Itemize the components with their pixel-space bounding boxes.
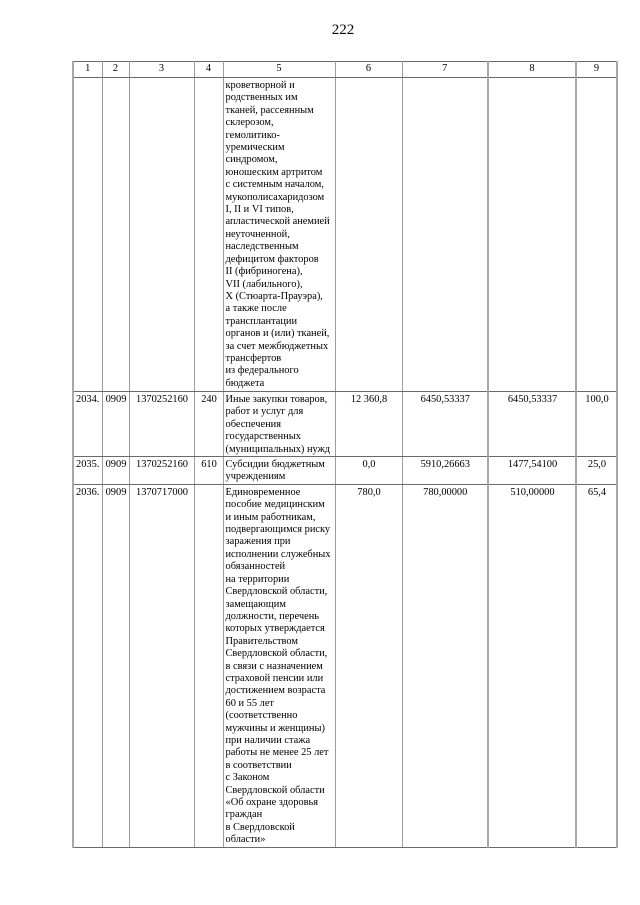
value-cell-6: 12 360,8 [335,392,402,457]
percent-cell [576,78,617,392]
value-cell-6: 0,0 [335,457,402,485]
row-number-cell: 2035. [73,457,102,485]
row-number-cell: 2034. [73,392,102,457]
expense-type-cell [194,484,223,847]
value-cell-7: 5910,26663 [402,457,488,485]
target-code-cell: 1370717000 [129,484,194,847]
section-code-cell: 0909 [102,392,129,457]
target-code-cell [129,78,194,392]
value-cell-6: 780,0 [335,484,402,847]
table-row [73,78,617,392]
column-header: 7 [402,62,488,78]
table-row [73,457,617,485]
percent-cell: 25,0 [576,457,617,485]
value-cell-7: 6450,53337 [402,392,488,457]
expense-type-cell: 240 [194,392,223,457]
target-code-cell: 1370252160 [129,392,194,457]
table-row [73,484,617,847]
target-code-cell: 1370252160 [129,457,194,485]
expense-type-cell [194,78,223,392]
table-row [73,392,617,457]
expense-type-cell: 610 [194,457,223,485]
column-header: 6 [335,62,402,78]
value-cell-7: 780,00000 [402,484,488,847]
page-number: 222 [331,22,355,38]
column-header: 9 [576,62,617,78]
column-header: 5 [223,62,335,78]
value-cell-6 [335,78,402,392]
description-cell: Единовременное пособие медицинским и иным работникам, подвергающимся риску заражения при исполнении служебных обязанностей на территории Свердловской области, замещающим должности, перечень которых утверждается Правительством Свердловской области, в связи с назначением страховой пенсии или достижением возраста 60 и 55 лет (соответственно мужчины и женщины) при наличии стажа работы не менее 25 лет в соответствии с Законом Свердловской области «Об охране здоровья граждан в Свердловской области» [223,484,335,847]
value-cell-8: 6450,53337 [488,392,576,457]
row-number-cell [73,78,102,392]
row-number-cell: 2036. [73,484,102,847]
value-cell-8: 510,00000 [488,484,576,847]
percent-cell: 65,4 [576,484,617,847]
column-header: 2 [102,62,129,78]
section-code-cell: 0909 [102,484,129,847]
table-header-row [73,62,617,78]
section-code-cell [102,78,129,392]
column-header: 4 [194,62,223,78]
percent-cell: 100,0 [576,392,617,457]
value-cell-8 [488,78,576,392]
value-cell-8: 1477,54100 [488,457,576,485]
section-code-cell: 0909 [102,457,129,485]
description-cell: кроветворной и родственных им тканей, рассеянным склерозом, гемолитико- уремическим синдромом, юношеским артритом с системным началом, мукополисахаридозом I, II и VI типов, апластической анемией неуточненной, наследственным дефицитом факторов II (фибриногена), VII (лабильного), X (Стюарта-Прауэра), а также после трансплантации органов и (или) тканей, за счет межбюджетных трансфертов из федерального бюджета [223,78,335,392]
description-cell: Иные закупки товаров, работ и услуг для обеспечения государственных (муниципальных) нужд [223,392,335,457]
description-cell: Субсидии бюджетным учреждениям [223,457,335,485]
budget-table [72,61,618,848]
value-cell-7 [402,78,488,392]
column-header: 8 [488,62,576,78]
column-header: 1 [73,62,102,78]
column-header: 3 [129,62,194,78]
